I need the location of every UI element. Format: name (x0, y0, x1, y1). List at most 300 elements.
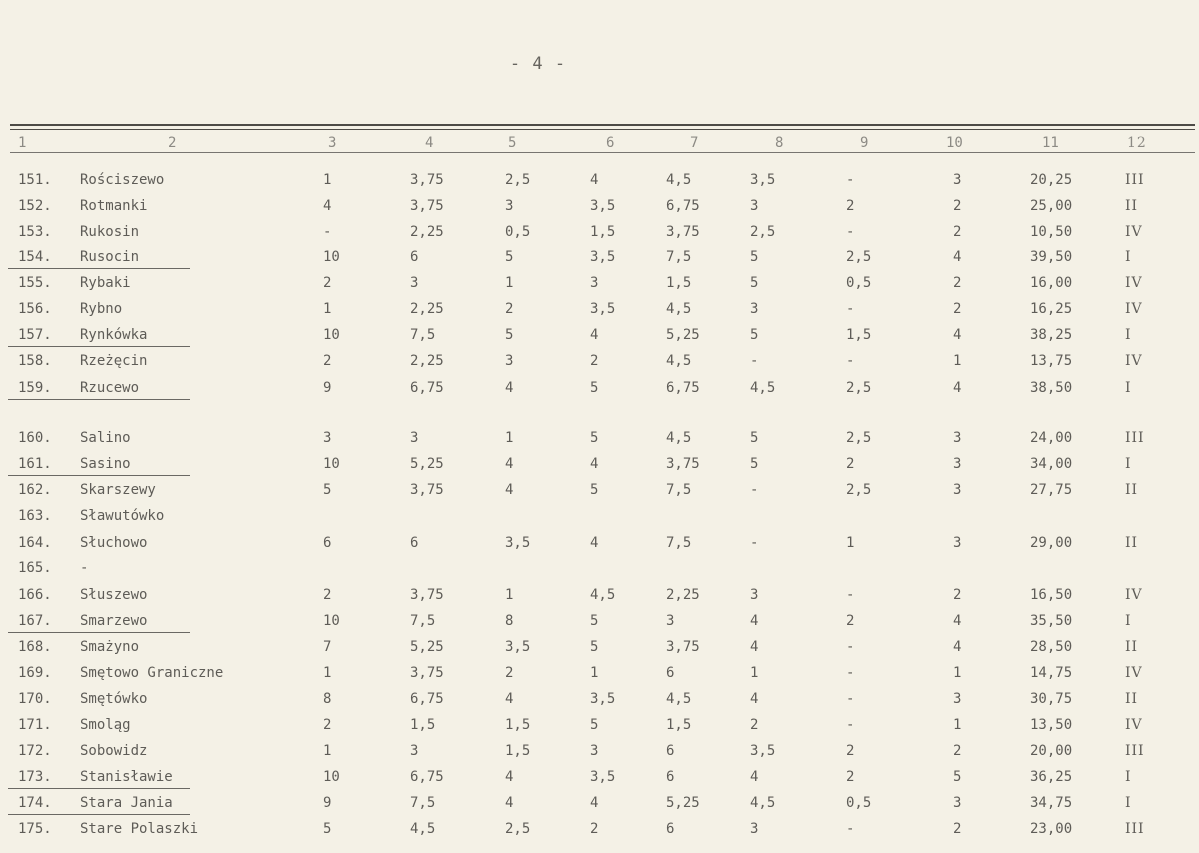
col-3-value: 10 (323, 613, 340, 629)
col-10-value: 2 (953, 301, 962, 317)
col-4-value: 4,5 (410, 821, 436, 837)
col-4-value: 3,75 (410, 198, 444, 214)
col-7-value: 4,5 (666, 353, 692, 369)
col-7-value: 6 (666, 743, 675, 759)
col-8-value: - (750, 353, 759, 369)
table-row (0, 717, 1199, 743)
col-10-value: 2 (953, 821, 962, 837)
col-4-value: 3,75 (410, 665, 444, 681)
col-8-value: 4 (750, 613, 759, 629)
col-12-class: II (1125, 639, 1139, 655)
col-8-value: - (750, 535, 759, 551)
table-row (0, 430, 1199, 456)
col-12-class: I (1125, 795, 1132, 811)
col-9-value: 2 (846, 769, 855, 785)
row-number: 156. (18, 301, 52, 317)
table-row (0, 665, 1199, 691)
place-name: Smażyno (80, 639, 140, 655)
row-number: 163. (18, 508, 52, 524)
column-header-8: 8 (775, 135, 784, 151)
place-name: Stare Polaszki (80, 821, 199, 837)
col-6-value: 3 (590, 743, 599, 759)
column-header-12: 12 (1127, 135, 1147, 151)
col-10-value: 5 (953, 769, 962, 785)
col-9-value: - (846, 587, 855, 603)
col-12-class: II (1125, 198, 1139, 214)
col-7-value: 7,5 (666, 535, 692, 551)
place-name: Sławutówko (80, 508, 165, 524)
col-11-total: 39,50 (1030, 249, 1073, 265)
col-3-value: 1 (323, 665, 332, 681)
col-3-value: 10 (323, 327, 340, 343)
col-5-value: 1 (505, 587, 514, 603)
col-5-value: 4 (505, 691, 514, 707)
col-10-value: 3 (953, 795, 962, 811)
col-5-value: 4 (505, 482, 514, 498)
col-5-value: 1 (505, 430, 514, 446)
table-row (0, 275, 1199, 301)
col-8-value: 4 (750, 769, 759, 785)
place-name: Smarzewo (80, 613, 148, 629)
place-name: - (80, 560, 89, 576)
col-11-total: 24,00 (1030, 430, 1073, 446)
col-7-value: 4,5 (666, 691, 692, 707)
col-3-value: 1 (323, 172, 332, 188)
col-8-value: 5 (750, 275, 759, 291)
col-3-value: 2 (323, 353, 332, 369)
col-7-value: 7,5 (666, 482, 692, 498)
col-9-value: - (846, 353, 855, 369)
col-9-value: - (846, 224, 855, 240)
col-3-value: 1 (323, 743, 332, 759)
col-11-total: 28,50 (1030, 639, 1073, 655)
col-11-total: 35,50 (1030, 613, 1073, 629)
place-name: Sobowidz (80, 743, 148, 759)
table-top-rule (10, 124, 1195, 126)
place-name: Rzucewo (80, 380, 140, 396)
table-row (0, 587, 1199, 613)
col-8-value: 4,5 (750, 795, 776, 811)
row-number: 154. (18, 249, 52, 265)
col-7-value: 6,75 (666, 380, 700, 396)
row-number: 167. (18, 613, 52, 629)
table-row (0, 560, 1199, 586)
place-name: Smoląg (80, 717, 131, 733)
col-8-value: 3 (750, 587, 759, 603)
col-6-value: 5 (590, 482, 599, 498)
col-11-total: 36,25 (1030, 769, 1073, 785)
col-5-value: 1,5 (505, 743, 531, 759)
col-8-value: 3 (750, 198, 759, 214)
col-5-value: 3,5 (505, 535, 531, 551)
col-7-value: 4,5 (666, 430, 692, 446)
col-12-class: II (1125, 482, 1139, 498)
row-number: 155. (18, 275, 52, 291)
col-8-value: 5 (750, 327, 759, 343)
col-11-total: 20,00 (1030, 743, 1073, 759)
col-8-value: 3 (750, 821, 759, 837)
col-9-value: - (846, 691, 855, 707)
col-9-value: - (846, 821, 855, 837)
name-underline (8, 346, 190, 347)
col-8-value: 1 (750, 665, 759, 681)
place-name: Rybno (80, 301, 123, 317)
col-10-value: 2 (953, 587, 962, 603)
col-5-value: 1 (505, 275, 514, 291)
col-3-value: 6 (323, 535, 332, 551)
col-4-value: 5,25 (410, 456, 444, 472)
col-7-value: 3,75 (666, 224, 700, 240)
col-6-value: 5 (590, 639, 599, 655)
col-12-class: IV (1125, 665, 1143, 681)
row-number: 174. (18, 795, 52, 811)
col-6-value: 5 (590, 380, 599, 396)
col-10-value: 3 (953, 482, 962, 498)
col-8-value: 4 (750, 639, 759, 655)
col-5-value: 5 (505, 249, 514, 265)
col-8-value: 4,5 (750, 380, 776, 396)
col-7-value: 6,75 (666, 198, 700, 214)
col-8-value: - (750, 482, 759, 498)
col-7-value: 3 (666, 613, 675, 629)
col-9-value: 0,5 (846, 275, 872, 291)
column-header-10: 10 (946, 135, 963, 151)
col-11-total: 20,25 (1030, 172, 1073, 188)
place-name: Smętówko (80, 691, 148, 707)
row-number: 159. (18, 380, 52, 396)
place-name: Rotmanki (80, 198, 148, 214)
col-4-value: 3,75 (410, 482, 444, 498)
table-row (0, 380, 1199, 406)
col-5-value: 4 (505, 380, 514, 396)
col-9-value: 2 (846, 613, 855, 629)
col-5-value: 2 (505, 665, 514, 681)
col-3-value: - (323, 224, 332, 240)
col-6-value: 3,5 (590, 691, 616, 707)
column-header-4: 4 (425, 135, 434, 151)
col-12-class: III (1125, 743, 1145, 759)
col-6-value: 3,5 (590, 301, 616, 317)
col-11-total: 34,75 (1030, 795, 1073, 811)
col-9-value: 2 (846, 198, 855, 214)
row-number: 169. (18, 665, 52, 681)
col-9-value: - (846, 717, 855, 733)
row-number: 161. (18, 456, 52, 472)
col-7-value: 3,75 (666, 639, 700, 655)
table-row (0, 639, 1199, 665)
col-3-value: 10 (323, 249, 340, 265)
row-number: 151. (18, 172, 52, 188)
col-7-value: 7,5 (666, 249, 692, 265)
column-header-6: 6 (606, 135, 615, 151)
table-row (0, 482, 1199, 508)
row-number: 152. (18, 198, 52, 214)
col-3-value: 7 (323, 639, 332, 655)
col-12-class: IV (1125, 301, 1143, 317)
col-11-total: 30,75 (1030, 691, 1073, 707)
table-row (0, 198, 1199, 224)
name-underline (8, 475, 190, 476)
place-name: Smętowo Graniczne (80, 665, 224, 681)
col-11-total: 38,50 (1030, 380, 1073, 396)
col-6-value: 5 (590, 430, 599, 446)
row-number: 160. (18, 430, 52, 446)
row-number: 175. (18, 821, 52, 837)
col-4-value: 7,5 (410, 613, 436, 629)
col-10-value: 1 (953, 717, 962, 733)
col-6-value: 1 (590, 665, 599, 681)
col-9-value: - (846, 639, 855, 655)
col-9-value: - (846, 301, 855, 317)
col-5-value: 3 (505, 198, 514, 214)
col-10-value: 4 (953, 380, 962, 396)
col-4-value: 6 (410, 535, 419, 551)
table-row (0, 327, 1199, 353)
col-3-value: 2 (323, 587, 332, 603)
col-6-value: 5 (590, 717, 599, 733)
col-3-value: 10 (323, 769, 340, 785)
table-row (0, 224, 1199, 250)
row-number: 172. (18, 743, 52, 759)
row-number: 171. (18, 717, 52, 733)
col-9-value: - (846, 665, 855, 681)
col-5-value: 3 (505, 353, 514, 369)
col-7-value: 6 (666, 821, 675, 837)
col-5-value: 4 (505, 795, 514, 811)
place-name: Rukosin (80, 224, 140, 240)
table-row (0, 456, 1199, 482)
col-6-value: 4,5 (590, 587, 616, 603)
place-name: Skarszewy (80, 482, 156, 498)
col-9-value: 2 (846, 456, 855, 472)
col-12-class: I (1125, 456, 1132, 472)
col-12-class: IV (1125, 275, 1143, 291)
row-number: 168. (18, 639, 52, 655)
col-7-value: 5,25 (666, 327, 700, 343)
page-number: - 4 - (509, 54, 567, 74)
col-12-class: I (1125, 249, 1132, 265)
col-12-class: III (1125, 430, 1145, 446)
row-number: 165. (18, 560, 52, 576)
column-header-3: 3 (328, 135, 337, 151)
col-6-value: 1,5 (590, 224, 616, 240)
col-8-value: 3 (750, 301, 759, 317)
col-4-value: 3 (410, 743, 419, 759)
table-row (0, 508, 1199, 534)
col-9-value: - (846, 172, 855, 188)
col-4-value: 2,25 (410, 353, 444, 369)
table-row (0, 821, 1199, 847)
col-5-value: 2,5 (505, 172, 531, 188)
col-9-value: 2,5 (846, 430, 872, 446)
col-4-value: 3 (410, 275, 419, 291)
table-row (0, 172, 1199, 198)
col-10-value: 2 (953, 198, 962, 214)
col-10-value: 1 (953, 665, 962, 681)
col-11-total: 25,00 (1030, 198, 1073, 214)
col-3-value: 10 (323, 456, 340, 472)
col-8-value: 3,5 (750, 743, 776, 759)
col-9-value: 2,5 (846, 482, 872, 498)
col-3-value: 5 (323, 821, 332, 837)
col-7-value: 1,5 (666, 275, 692, 291)
col-4-value: 5,25 (410, 639, 444, 655)
col-7-value: 3,75 (666, 456, 700, 472)
col-10-value: 2 (953, 275, 962, 291)
col-12-class: II (1125, 691, 1139, 707)
col-12-class: IV (1125, 717, 1143, 733)
column-header-5: 5 (508, 135, 517, 151)
col-3-value: 8 (323, 691, 332, 707)
col-3-value: 5 (323, 482, 332, 498)
table-row (0, 613, 1199, 639)
col-4-value: 6,75 (410, 691, 444, 707)
col-9-value: 1,5 (846, 327, 872, 343)
col-10-value: 4 (953, 639, 962, 655)
col-8-value: 5 (750, 430, 759, 446)
column-header-2: 2 (168, 135, 177, 151)
row-number: 162. (18, 482, 52, 498)
col-6-value: 4 (590, 327, 599, 343)
col-12-class: II (1125, 535, 1139, 551)
table-top-rule-thin (10, 129, 1195, 130)
col-6-value: 5 (590, 613, 599, 629)
col-6-value: 4 (590, 795, 599, 811)
col-9-value: 0,5 (846, 795, 872, 811)
name-underline (8, 268, 190, 269)
col-9-value: 1 (846, 535, 855, 551)
column-header-9: 9 (860, 135, 869, 151)
col-9-value: 2,5 (846, 380, 872, 396)
col-11-total: 23,00 (1030, 821, 1073, 837)
col-5-value: 3,5 (505, 639, 531, 655)
col-4-value: 7,5 (410, 795, 436, 811)
col-8-value: 2,5 (750, 224, 776, 240)
col-12-class: I (1125, 769, 1132, 785)
table-row (0, 353, 1199, 379)
row-number: 158. (18, 353, 52, 369)
col-5-value: 2 (505, 301, 514, 317)
row-number: 157. (18, 327, 52, 343)
row-number: 170. (18, 691, 52, 707)
col-5-value: 1,5 (505, 717, 531, 733)
col-11-total: 38,25 (1030, 327, 1073, 343)
col-12-class: III (1125, 172, 1145, 188)
col-3-value: 9 (323, 795, 332, 811)
table-row (0, 535, 1199, 561)
col-6-value: 4 (590, 456, 599, 472)
column-header-1: 1 (18, 135, 27, 151)
place-name: Słuchowo (80, 535, 148, 551)
col-12-class: I (1125, 380, 1132, 396)
col-9-value: 2 (846, 743, 855, 759)
header-bottom-rule (10, 152, 1195, 153)
col-4-value: 2,25 (410, 224, 444, 240)
col-4-value: 6,75 (410, 769, 444, 785)
name-underline (8, 632, 190, 633)
place-name: Rybaki (80, 275, 131, 291)
table-row (0, 691, 1199, 717)
col-4-value: 2,25 (410, 301, 444, 317)
row-number: 153. (18, 224, 52, 240)
col-6-value: 2 (590, 821, 599, 837)
name-underline (8, 788, 190, 789)
col-10-value: 2 (953, 743, 962, 759)
row-number: 164. (18, 535, 52, 551)
col-4-value: 3,75 (410, 172, 444, 188)
col-5-value: 5 (505, 327, 514, 343)
col-6-value: 3 (590, 275, 599, 291)
col-11-total: 34,00 (1030, 456, 1073, 472)
col-11-total: 14,75 (1030, 665, 1073, 681)
col-11-total: 16,00 (1030, 275, 1073, 291)
place-name: Rusocin (80, 249, 140, 265)
col-6-value: 3,5 (590, 249, 616, 265)
col-10-value: 3 (953, 691, 962, 707)
col-8-value: 2 (750, 717, 759, 733)
col-3-value: 4 (323, 198, 332, 214)
col-11-total: 16,50 (1030, 587, 1073, 603)
place-name: Stanisławie (80, 769, 173, 785)
col-8-value: 5 (750, 456, 759, 472)
col-6-value: 4 (590, 535, 599, 551)
col-11-total: 13,50 (1030, 717, 1073, 733)
col-11-total: 27,75 (1030, 482, 1073, 498)
col-10-value: 3 (953, 430, 962, 446)
col-4-value: 3 (410, 430, 419, 446)
col-5-value: 0,5 (505, 224, 531, 240)
place-name: Rzeżęcin (80, 353, 148, 369)
col-3-value: 9 (323, 380, 332, 396)
col-4-value: 6 (410, 249, 419, 265)
name-underline (8, 399, 190, 400)
col-4-value: 7,5 (410, 327, 436, 343)
col-10-value: 4 (953, 327, 962, 343)
table-row (0, 301, 1199, 327)
col-6-value: 3,5 (590, 198, 616, 214)
col-6-value: 4 (590, 172, 599, 188)
place-name: Słuszewo (80, 587, 148, 603)
column-header-11: 11 (1042, 135, 1059, 151)
col-7-value: 6 (666, 665, 675, 681)
col-10-value: 1 (953, 353, 962, 369)
col-8-value: 3,5 (750, 172, 776, 188)
col-10-value: 3 (953, 172, 962, 188)
col-11-total: 29,00 (1030, 535, 1073, 551)
col-7-value: 5,25 (666, 795, 700, 811)
col-8-value: 5 (750, 249, 759, 265)
col-6-value: 3,5 (590, 769, 616, 785)
table-row (0, 795, 1199, 821)
table-row (0, 769, 1199, 795)
col-12-class: III (1125, 821, 1145, 837)
col-7-value: 6 (666, 769, 675, 785)
col-5-value: 4 (505, 769, 514, 785)
col-10-value: 4 (953, 613, 962, 629)
col-8-value: 4 (750, 691, 759, 707)
col-3-value: 2 (323, 717, 332, 733)
col-10-value: 3 (953, 456, 962, 472)
col-6-value: 2 (590, 353, 599, 369)
col-4-value: 3,75 (410, 587, 444, 603)
col-7-value: 2,25 (666, 587, 700, 603)
table-row (0, 249, 1199, 275)
place-name: Rościszewo (80, 172, 165, 188)
place-name: Sasino (80, 456, 131, 472)
col-12-class: IV (1125, 587, 1143, 603)
col-11-total: 16,25 (1030, 301, 1073, 317)
col-9-value: 2,5 (846, 249, 872, 265)
